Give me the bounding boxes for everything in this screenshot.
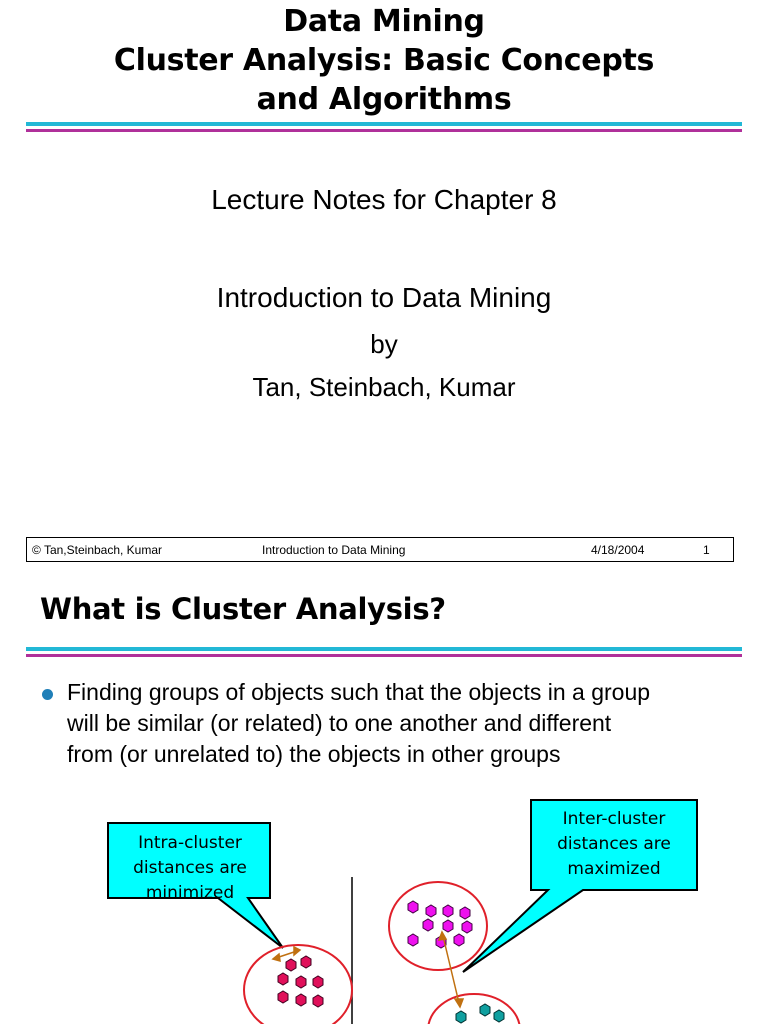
title-divider (26, 122, 742, 132)
cluster-points-teal (456, 1004, 504, 1023)
point (426, 905, 436, 917)
arrowhead (439, 932, 446, 940)
bullet-line: from (or unrelated to) the objects in other groups (67, 741, 561, 767)
cluster-diagram (0, 570, 768, 1024)
point (278, 973, 288, 985)
point (278, 991, 288, 1003)
cluster-points-red (278, 956, 323, 1007)
bullet-line: Finding groups of objects such that the objects in a group (67, 679, 651, 705)
slide-cluster-analysis (0, 570, 768, 1024)
point (313, 995, 323, 1007)
callout-inter-line: distances are (557, 834, 671, 854)
point (456, 1011, 466, 1023)
title-line: and Algorithms (256, 82, 512, 117)
arrowhead (294, 947, 300, 955)
point (286, 959, 296, 971)
point (443, 905, 453, 917)
point (460, 907, 470, 919)
bullet-line: will be similar (or related) to one another and different (67, 710, 612, 736)
cluster-points-magenta (408, 901, 472, 948)
point (408, 901, 418, 913)
point (462, 921, 472, 933)
lecture-subtitle: Lecture Notes for Chapter 8 (211, 184, 557, 215)
callout-inter-line: Inter-cluster (562, 809, 666, 829)
slide-title-heading (0, 2, 768, 119)
slide-heading: What is Cluster Analysis? (40, 592, 446, 626)
callout-intra-line: distances are (133, 858, 247, 878)
callout-intra-line: Intra-cluster (138, 833, 242, 853)
point (480, 1004, 490, 1016)
title-line: Data Mining (283, 4, 485, 39)
point (296, 976, 306, 988)
slide-footer (26, 537, 734, 562)
footer-course: Introduction to Data Mining (262, 543, 406, 557)
title-line: Cluster Analysis: Basic Concepts (113, 43, 655, 78)
point (313, 976, 323, 988)
cluster-circle-bottom (428, 994, 520, 1024)
point (494, 1010, 504, 1022)
point (423, 919, 433, 931)
callout-inter-line: maximized (567, 859, 661, 879)
footer-date: 4/18/2004 (591, 543, 645, 557)
point (454, 934, 464, 946)
authors: Tan, Steinbach, Kumar (252, 372, 516, 402)
by-text: by (370, 329, 398, 359)
point (443, 920, 453, 932)
arrowhead (455, 999, 463, 1007)
point (301, 956, 311, 968)
point (408, 934, 418, 946)
callout-intra-line: minimized (145, 883, 235, 903)
point (296, 994, 306, 1006)
book-title: Introduction to Data Mining (216, 282, 552, 313)
footer-copyright: © Tan,Steinbach, Kumar (32, 543, 163, 557)
footer-page-number: 1 (703, 543, 710, 557)
arrowhead (273, 954, 280, 961)
